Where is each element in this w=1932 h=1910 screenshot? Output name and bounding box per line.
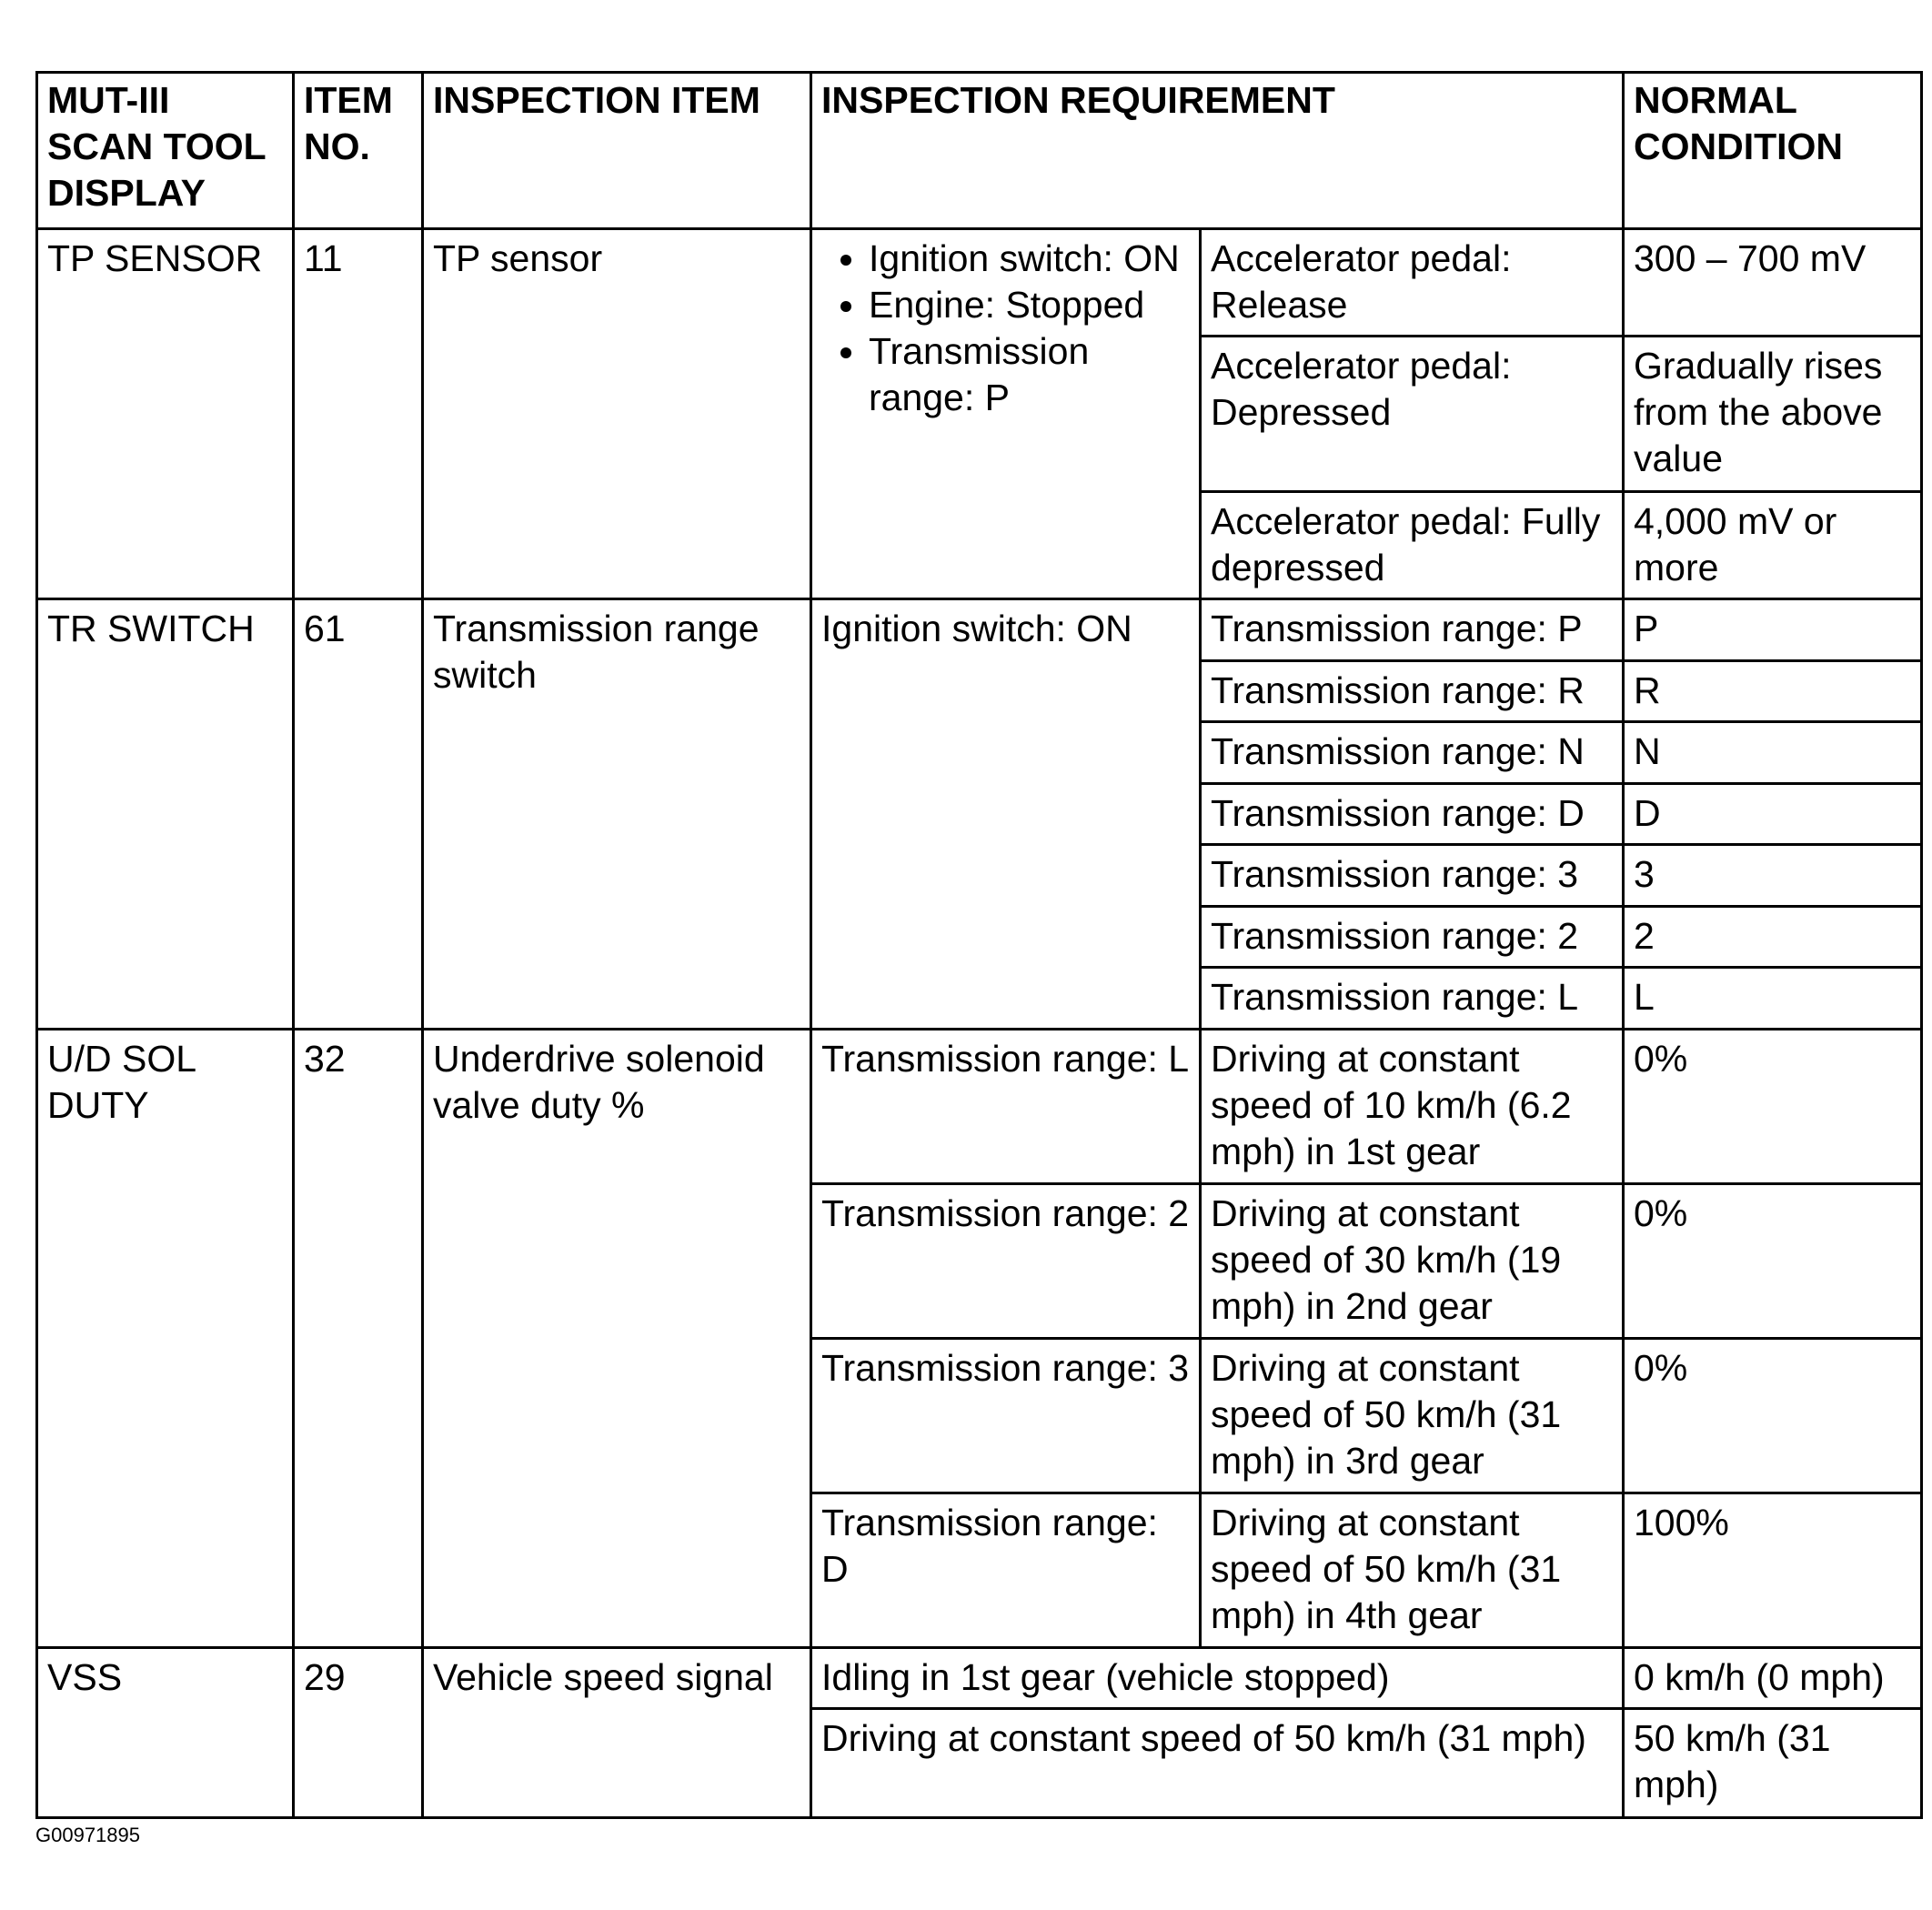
- ud-range: Transmission range: 3: [811, 1339, 1201, 1493]
- vss-requirement: Idling in 1st gear (vehicle stopped): [811, 1648, 1624, 1709]
- ud-display: U/D SOL DUTY: [37, 1030, 294, 1648]
- header-item-no: ITEM NO.: [294, 73, 423, 229]
- table-row: [37, 599, 1922, 661]
- tp-display: TP SENSOR: [37, 229, 294, 599]
- tr-normal: R: [1624, 661, 1922, 722]
- ud-requirement: Driving at constant speed of 50 km/h (31 mph) in 4th gear: [1201, 1493, 1624, 1648]
- tp-requirement: Accelerator pedal: Release: [1201, 229, 1624, 337]
- ud-range: Transmission range: L: [811, 1030, 1201, 1184]
- vss-requirement: Driving at constant speed of 50 km/h (31 mph): [811, 1709, 1624, 1818]
- header-inspection-item: INSPECTION ITEM: [423, 73, 811, 229]
- figure-id: G00971895: [35, 1824, 140, 1846]
- tr-normal: P: [1624, 599, 1922, 661]
- list-item: • Ignition switch: ON: [869, 236, 1190, 282]
- ud-item: Underdrive solenoid valve duty %: [423, 1030, 811, 1648]
- tp-item: TP sensor: [423, 229, 811, 599]
- inspection-table: [35, 71, 1923, 1819]
- header-display: MUT-III SCAN TOOL DISPLAY: [37, 73, 294, 229]
- tr-requirement: Transmission range: 3: [1201, 845, 1624, 907]
- ud-requirement: Driving at constant speed of 30 km/h (19 mph) in 2nd gear: [1201, 1184, 1624, 1339]
- ud-normal: 0%: [1624, 1030, 1922, 1184]
- tr-normal: N: [1624, 722, 1922, 784]
- tr-requirement: Transmission range: N: [1201, 722, 1624, 784]
- ud-normal: 100%: [1624, 1493, 1922, 1648]
- tr-item-no: 61: [294, 599, 423, 1030]
- table-row: [37, 1648, 1922, 1709]
- list-item: • Engine: Stopped: [869, 282, 1190, 328]
- vss-display: VSS: [37, 1648, 294, 1818]
- table-row: [37, 1030, 1922, 1184]
- tr-normal: L: [1624, 968, 1922, 1030]
- table-row: [37, 229, 1922, 337]
- ud-normal: 0%: [1624, 1184, 1922, 1339]
- ud-range: Transmission range: 2: [811, 1184, 1201, 1339]
- tp-item-no: 11: [294, 229, 423, 599]
- tr-requirement: Transmission range: D: [1201, 784, 1624, 845]
- ud-item-no: 32: [294, 1030, 423, 1648]
- tp-requirement: Accelerator pedal: Depressed: [1201, 337, 1624, 492]
- ud-normal: 0%: [1624, 1339, 1922, 1493]
- tr-requirement: Transmission range: 2: [1201, 907, 1624, 968]
- list-item: • Transmission range: P: [869, 328, 1190, 421]
- tp-condition-list: [821, 236, 1190, 421]
- tr-normal: D: [1624, 784, 1922, 845]
- ud-requirement: Driving at constant speed of 10 km/h (6.2 mph) in 1st gear: [1201, 1030, 1624, 1184]
- tp-normal: Gradually rises from the above value: [1624, 337, 1922, 492]
- tp-requirement: Accelerator pedal: Fully depressed: [1201, 492, 1624, 599]
- header-normal-condition: NORMAL CONDITION: [1624, 73, 1922, 229]
- vss-item-no: 29: [294, 1648, 423, 1818]
- tr-condition: Ignition switch: ON: [811, 599, 1201, 1030]
- vss-normal: 50 km/h (31 mph): [1624, 1709, 1922, 1818]
- vss-normal: 0 km/h (0 mph): [1624, 1648, 1922, 1709]
- tp-normal: 4,000 mV or more: [1624, 492, 1922, 599]
- tr-item: Transmission range switch: [423, 599, 811, 1030]
- tr-normal: 3: [1624, 845, 1922, 907]
- tp-conditions: [811, 229, 1201, 599]
- tr-requirement: Transmission range: P: [1201, 599, 1624, 661]
- tr-requirement: Transmission range: L: [1201, 968, 1624, 1030]
- vss-item: Vehicle speed signal: [423, 1648, 811, 1818]
- header-row: [37, 73, 1922, 229]
- tr-display: TR SWITCH: [37, 599, 294, 1030]
- ud-requirement: Driving at constant speed of 50 km/h (31 mph) in 3rd gear: [1201, 1339, 1624, 1493]
- header-inspection-requirement: INSPECTION REQUIREMENT: [811, 73, 1624, 229]
- ud-range: Transmission range: D: [811, 1493, 1201, 1648]
- tp-normal: 300 – 700 mV: [1624, 229, 1922, 337]
- tr-requirement: Transmission range: R: [1201, 661, 1624, 722]
- tr-normal: 2: [1624, 907, 1922, 968]
